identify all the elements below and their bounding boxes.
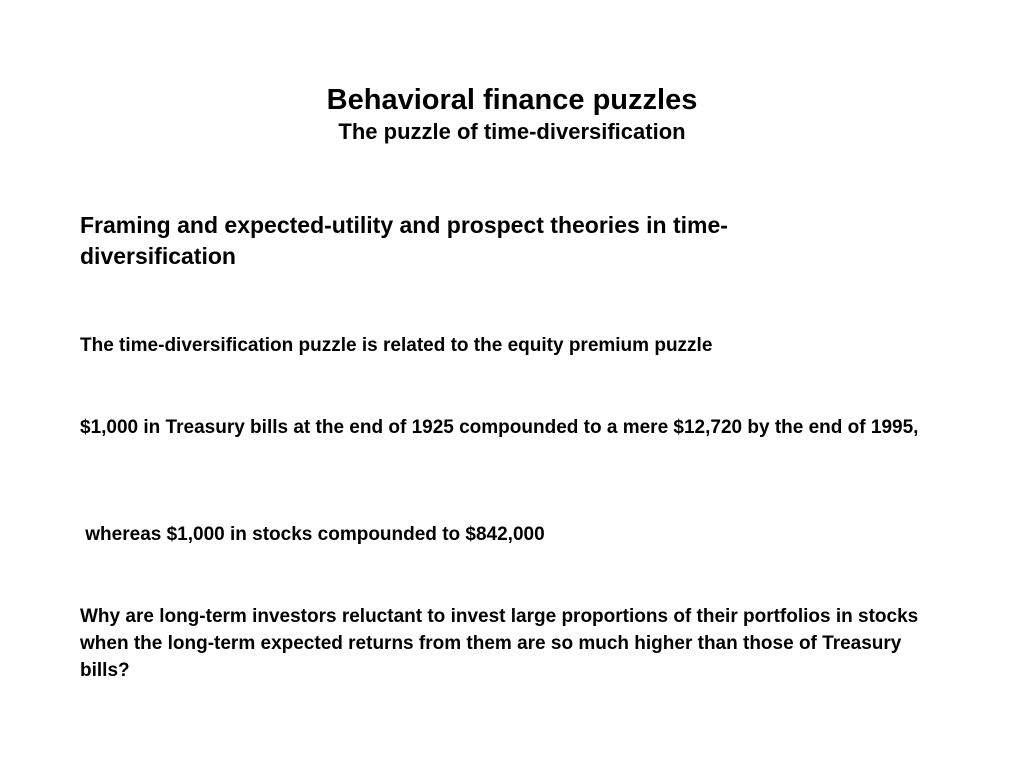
- slide-subtitle: The puzzle of time-diversification: [338, 119, 686, 144]
- section-heading: Framing and expected-utility and prospect theories in time-diversification: [80, 212, 728, 269]
- paragraph-question: Why are long-term investors reluctant to invest large proportions of their portfolios in stocks when the long-term expected returns from them are so much higher than those of Treasury bills?: [80, 606, 924, 681]
- paragraph-equity-premium: The time-diversification puzzle is related to the equity premium puzzle: [80, 335, 713, 356]
- paragraph-treasury-bills: $1,000 in Treasury bills at the end of 1925 compounded to a mere $12,720 by the end of 1995,: [80, 417, 919, 438]
- slide-title: Behavioral finance puzzles: [326, 84, 698, 116]
- paragraph-stocks: whereas $1,000 in stocks compounded to $842,000: [80, 524, 545, 545]
- title-block: [0, 82, 1024, 146]
